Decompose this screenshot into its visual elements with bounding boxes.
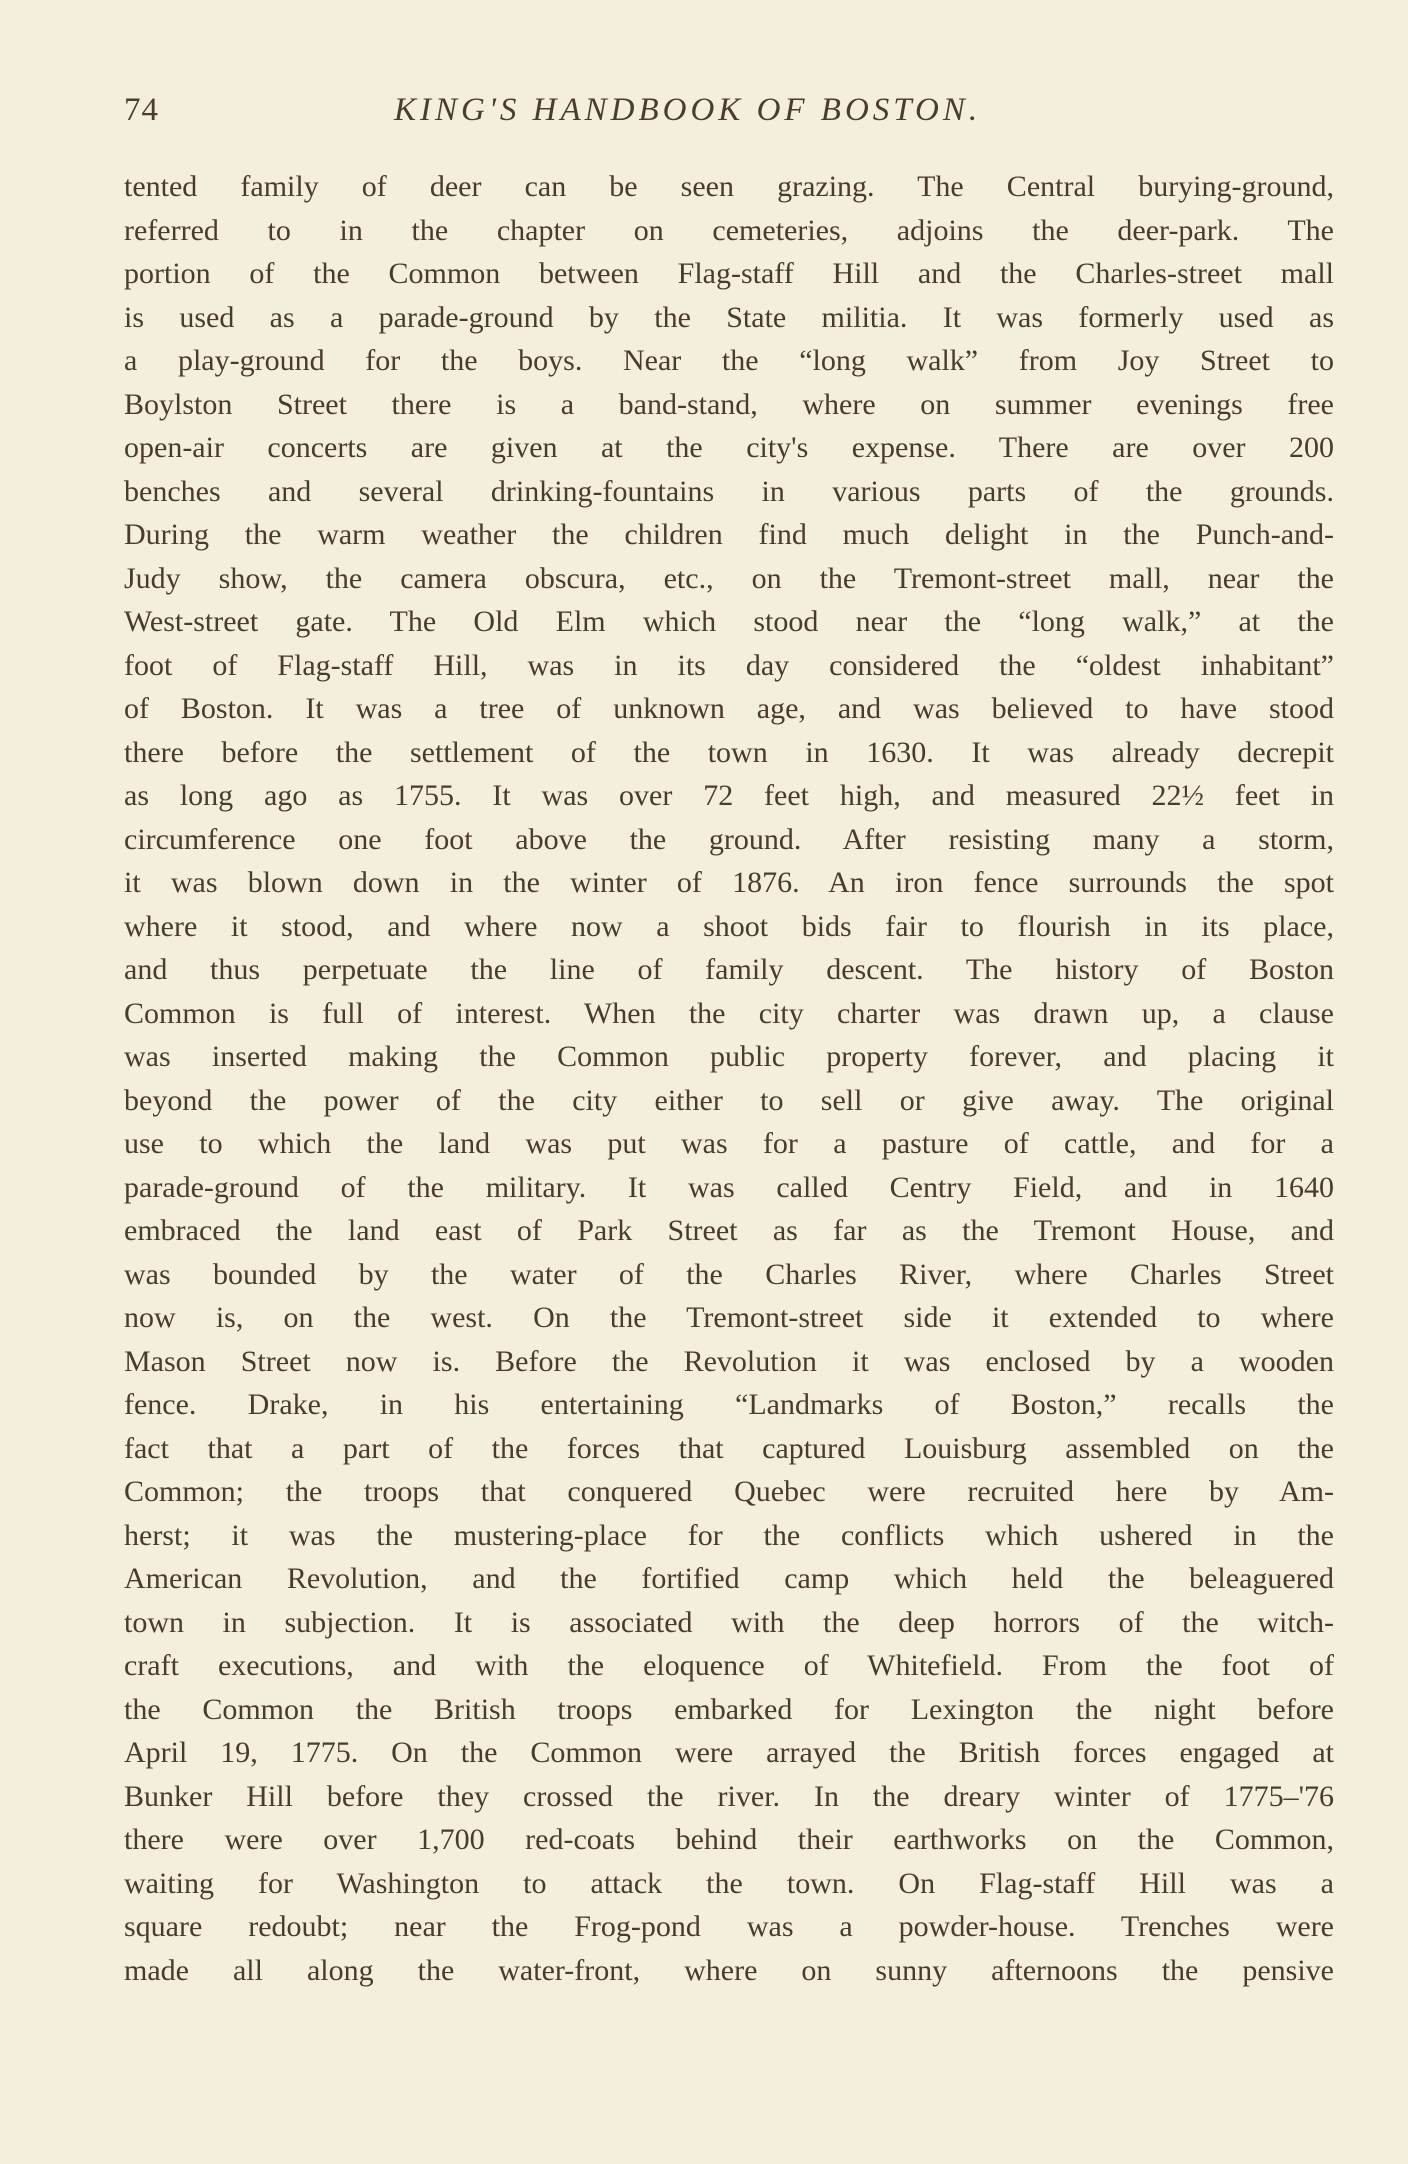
text-line: of Boston. It was a tree of unknown age, and was believed to have stood [124,692,1334,725]
text-line: Judy show, the camera obscura, etc., on the Tremont-street mall, near the [124,561,1334,595]
text-line: a play-ground for the boys. Near the “long walk” from Joy Street to [124,344,1334,377]
text-line: was bounded by the water of the Charles River, where Charles Street [124,1257,1334,1291]
text-line: and thus perpetuate the line of family descent. The history of Boston [124,953,1334,986]
text-line: circumference one foot above the ground. After resisting many a storm, [124,822,1334,856]
text-line: there before the settlement of the town in 1630. It was already decrepit [124,735,1334,769]
text-line: West-street gate. The Old Elm which stood near the “long walk,” at the [124,605,1334,638]
text-line: Common; the troops that conquered Quebec were recruited here by Am- [124,1475,1334,1508]
text-line: foot of Flag-staff Hill, was in its day considered the “oldest inhabitant” [124,648,1334,682]
text-line: Common is full of interest. When the city charter was drawn up, a clause [124,996,1334,1030]
text-line: During the warm weather the children find much delight in the Punch-and- [124,518,1334,551]
page-header [124,92,1332,136]
text-line: referred to in the chapter on cemeteries, adjoins the deer-park. The [124,213,1334,247]
text-line: Boylston Street there is a band-stand, where on summer evenings free [124,387,1334,421]
text-line: Bunker Hill before they crossed the river. In the dreary winter of 1775–'76 [124,1779,1334,1813]
text-line: beyond the power of the city either to sell or give away. The original [124,1083,1334,1117]
text-line: open-air concerts are given at the city's expense. There are over 200 [124,431,1334,464]
text-line: the Common the British troops embarked for Lexington the night before [124,1692,1334,1726]
text-line: Mason Street now is. Before the Revolution it was enclosed by a wooden [124,1344,1334,1378]
text-line: fence. Drake, in his entertaining “Landmarks of Boston,” recalls the [124,1388,1334,1421]
text-line: embraced the land east of Park Street as far as the Tremont House, and [124,1214,1334,1247]
text-line: waiting for Washington to attack the town. On Flag-staff Hill was a [124,1866,1334,1900]
text-line: it was blown down in the winter of 1876. An iron fence surrounds the spot [124,866,1334,899]
text-line: made all along the water-front, where on sunny afternoons the pensive [124,1953,1334,1987]
running-title: KING'S HANDBOOK OF BOSTON. [394,92,982,128]
text-line: herst; it was the mustering-place for the conflicts which ushered in the [124,1518,1334,1552]
text-line: now is, on the west. On the Tremont-street side it extended to where [124,1301,1334,1334]
text-line: there were over 1,700 red-coats behind their earthworks on the Common, [124,1823,1334,1856]
text-line: fact that a part of the forces that captured Louisburg assembled on the [124,1431,1334,1465]
text-line: American Revolution, and the fortified camp which held the beleaguered [124,1562,1334,1595]
text-line: is used as a parade-ground by the State militia. It was formerly used as [124,300,1334,334]
text-line: parade-ground of the military. It was called Centry Field, and in 1640 [124,1170,1334,1204]
text-line: where it stood, and where now a shoot bids fair to flourish in its place, [124,909,1334,943]
text-line: was inserted making the Common public property forever, and placing it [124,1040,1334,1073]
page-number: 74 [124,92,159,128]
text-line: portion of the Common between Flag-staff Hill and the Charles-street mall [124,257,1334,290]
text-line: as long ago as 1755. It was over 72 feet high, and measured 22½ feet in [124,779,1334,812]
body-text [124,165,1334,1992]
text-line: square redoubt; near the Frog-pond was a powder-house. Trenches were [124,1910,1334,1943]
text-line: tented family of deer can be seen grazing. The Central burying-ground, [124,170,1334,203]
text-line: use to which the land was put was for a pasture of cattle, and for a [124,1127,1334,1160]
text-line: town in subjection. It is associated with the deep horrors of the witch- [124,1605,1334,1639]
text-line: benches and several drinking-fountains in various parts of the grounds. [124,474,1334,508]
text-line: April 19, 1775. On the Common were arrayed the British forces engaged at [124,1736,1334,1769]
text-line: craft executions, and with the eloquence of Whitefield. From the foot of [124,1649,1334,1682]
